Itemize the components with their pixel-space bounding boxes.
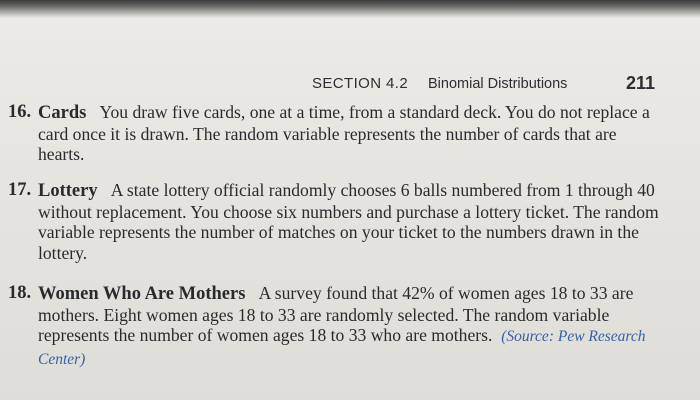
- exercise-body: [38, 283, 663, 370]
- exercise-text: A state lottery official randomly chooses 6 balls numbered from 1 through 40 without replacement. You choose six numbers and purchase a lottery ticket. The random variable represents the number of matches on your ticket to the numbers drawn in the lottery.: [38, 180, 659, 263]
- exercise-heading: Cards: [38, 103, 87, 123]
- exercise-heading: Women Who Are Mothers: [38, 284, 246, 304]
- page-number: 211: [625, 73, 655, 93]
- exercise-number: 17.: [8, 180, 32, 200]
- exercise-body: [38, 102, 663, 165]
- exercise-18: [8, 283, 663, 370]
- exercise-17: [8, 180, 663, 263]
- exercise-number: 16.: [8, 102, 32, 122]
- exercise-heading: Lottery: [38, 181, 98, 201]
- exercise-text: A survey found that 42% of women ages 18 to 33 are mothers. Eight women ages 18 to 33 are randomly selected. The random variable represents the number of women ages 18 to 33 who are mothers.: [38, 283, 634, 345]
- page-edge-shadow: [0, 0, 700, 18]
- exercise-number: 18.: [8, 283, 32, 303]
- exercise-text: You draw five cards, one at a time, from a standard deck. You do not replace a card once it is drawn. The random variable represents the number of cards that are hearts.: [38, 102, 650, 164]
- running-header: [312, 75, 657, 97]
- section-title: Binomial Distributions: [428, 76, 568, 92]
- exercise-16: [8, 102, 663, 165]
- exercise-body: [38, 180, 663, 263]
- source-citation: (Source: Pew Research Center): [38, 328, 646, 368]
- section-label: SECTION 4.2: [312, 75, 409, 92]
